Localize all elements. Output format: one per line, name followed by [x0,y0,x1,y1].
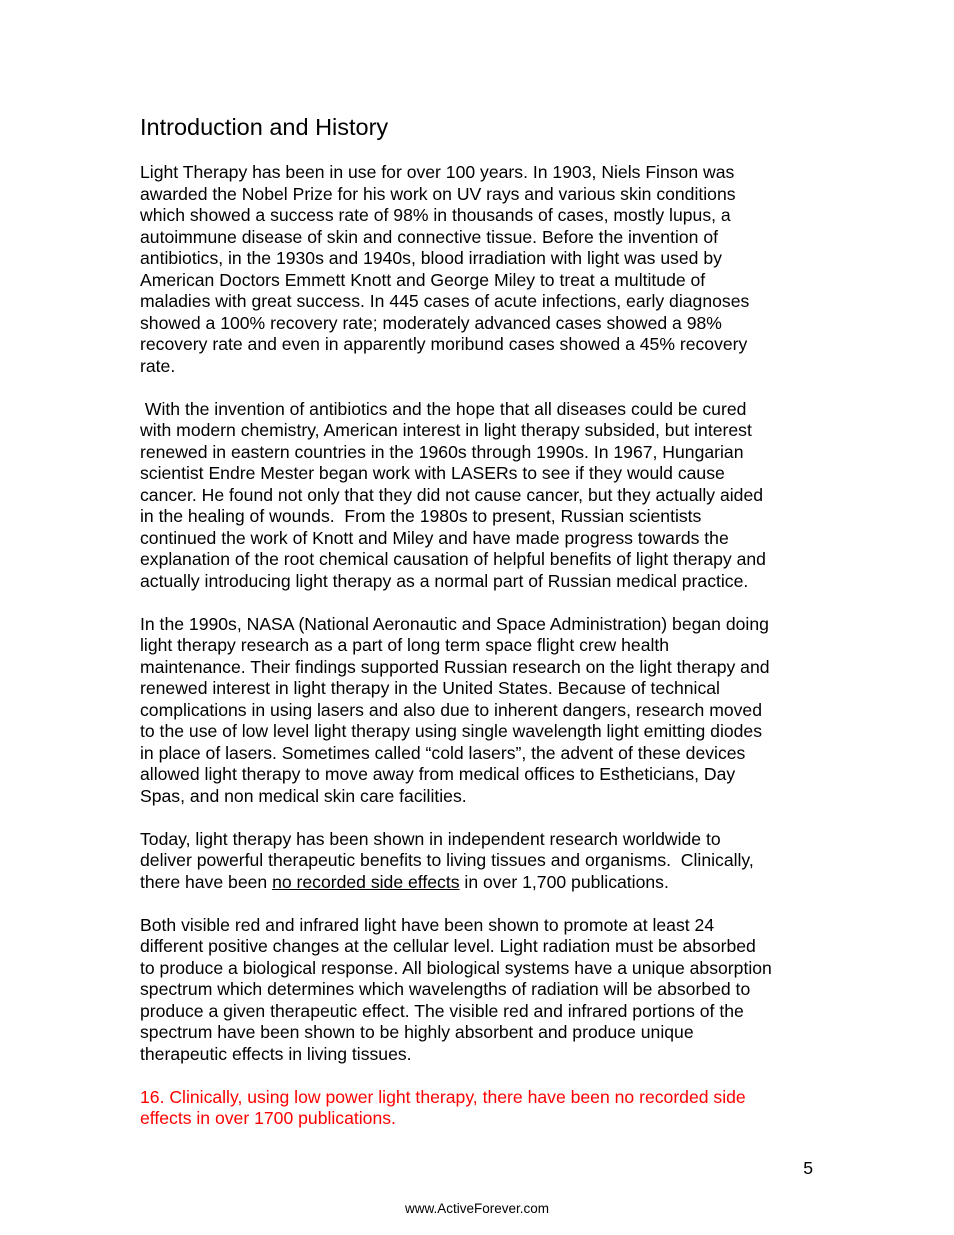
text-line: maladies with great success. In 445 cases of acute infections, early diagnoses [140,291,750,311]
text-line: deliver powerful therapeutic benefits to living tissues and organisms. Clinically, [140,850,754,870]
text-line: Spas, and non medical skin care facilities. [140,785,467,806]
text-line: In the 1990s, NASA (National Aeronautic and Space Administration) began doing [140,613,769,634]
page-title: Introduction and History [140,114,389,140]
document-body [140,162,830,1151]
page-number: 5 [803,1158,813,1178]
text-line: renewed in eastern countries in the 1960s through 1990s. In 1967, Hungarian [140,441,744,462]
text-line: 16. Clinically, using low power light therapy, there have been no recorded side [140,1086,746,1107]
text-line: effects in over 1700 publications. [140,1108,396,1128]
text-line: in place of lasers. Sometimes called “cold lasers”, the advent of these devices [140,742,746,763]
text-line: light therapy research as a part of long term space flight crew health [140,635,670,655]
text-line: spectrum have been shown to be highly absorbent and produce unique [140,1022,694,1042]
text-line: complications in using lasers and also due to inherent dangers, research moved [140,699,763,720]
text-line: Light Therapy has been in use for over 100 years. In 1903, Niels Finson was [140,162,735,182]
text-line: showed a 100% recovery rate; moderately advanced cases showed a 98% [140,312,722,333]
text-line: maintenance. Their findings supported Russian research on the light therapy and [140,656,770,677]
text-line: spectrum which determines which wavelengths of radiation will be absorbed to [140,979,751,999]
text-line: which showed a success rate of 98% in thousands of cases, mostly lupus, a [140,205,731,225]
text-line: antibiotics, in the 1930s and 1940s, blood irradiation with light was used by [140,248,722,268]
highlight-note [140,1087,830,1130]
text-line: explanation of the root chemical causation of helpful benefits of light therapy and [140,549,766,569]
footer-url: www.ActiveForever.com [404,1201,550,1216]
text-line: to the use of low level light therapy using single wavelength light emitting diodes [140,721,763,741]
text-line: cancer. He found not only that they did not cause cancer, but they actually aided [140,484,764,505]
text-line: actually introducing light therapy as a normal part of Russian medical practice. [140,570,749,591]
text-segment: in over 1,700 publications. [459,871,669,892]
text-line: with modern chemistry, American interest in light therapy subsided, but interest [140,420,752,440]
text-line: awarded the Nobel Prize for his work on UV rays and various skin conditions [140,183,736,204]
text-line: allowed light therapy to move away from medical offices to Estheticians, Day [140,764,736,784]
text-line: to produce a biological response. All biological systems have a unique absorption [140,957,772,978]
text-line: produce a given therapeutic effect. The visible red and infrared portions of the [140,1000,744,1021]
text-line: in the healing of wounds. From the 1980s to present, Russian scientists [140,506,702,526]
text-line [140,872,830,894]
text-line: recovery rate and even in apparently moribund cases showed a 45% recovery [140,334,748,354]
text-line: Today, light therapy has been shown in independent research worldwide to [140,828,721,849]
text-line: continued the work of Knott and Miley and have made progress towards the [140,527,729,548]
text-segment: there have been [140,871,273,892]
paragraph-today [140,829,830,894]
text-line: American Doctors Emmett Knott and George Miley to treat a multitude of [140,269,706,290]
text-line: renewed interest in light therapy in the United States. Because of technical [140,678,720,698]
paragraph-nasa [140,614,830,808]
text-line: rate. [140,355,176,376]
text-line: autoimmune disease of skin and connective tissue. Before the invention of [140,226,719,247]
text-line: therapeutic effects in living tissues. [140,1043,412,1064]
text-line: scientist Endre Mester began work with LASERs to see if they would cause [140,463,725,483]
underlined-phrase: no recorded side effects [272,871,460,892]
paragraph-antibiotics [140,399,830,593]
text-line: With the invention of antibiotics and the hope that all diseases could be cured [140,398,747,419]
text-line: Both visible red and infrared light have been shown to promote at least 24 [140,914,715,935]
paragraph-history [140,162,830,377]
text-line: different positive changes at the cellular level. Light radiation must be absorbed [140,936,756,956]
paragraph-cellular [140,915,830,1066]
